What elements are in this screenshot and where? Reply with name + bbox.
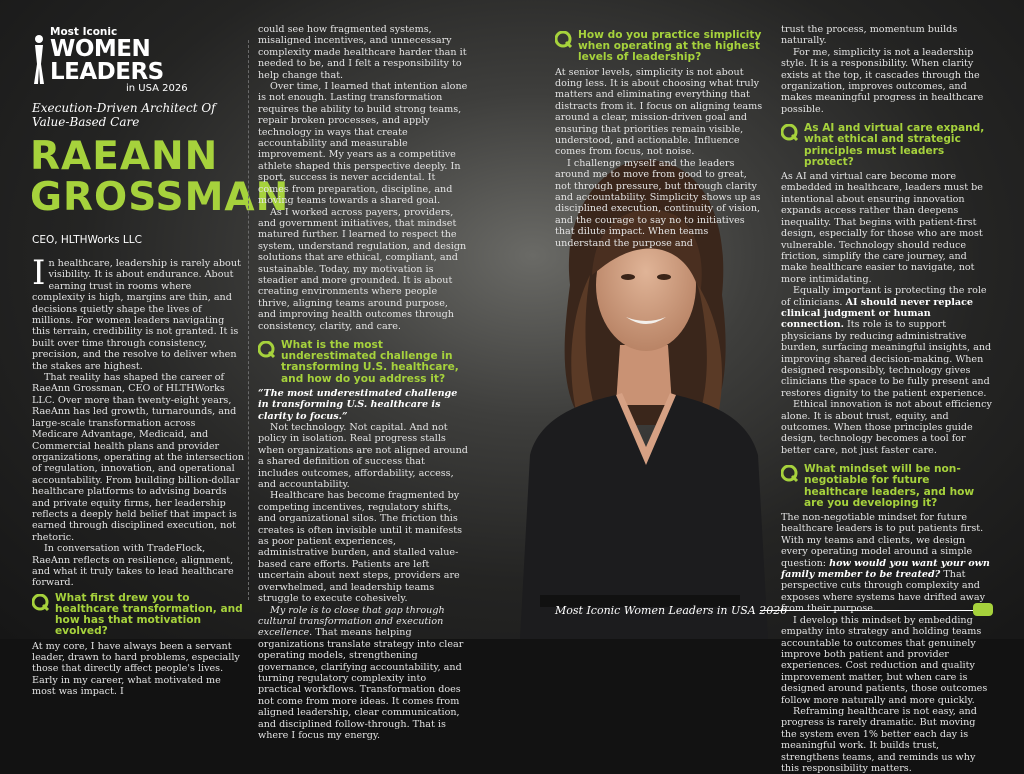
logo-line-2: WOMEN <box>50 36 151 62</box>
paragraph: Over time, I learned that intention alone is not enough. Lasting transformation requires the ability to build strong teams, repair broken processes, and apply technology in ways that create accountability and measurable improvement. My years as a competitive athlete shaped this perspective deeply. In sport, success is never accidental. It comes from preparation, discipline, and moving teams towards a shared goal. <box>258 81 468 207</box>
paragraph: As I worked across payers, providers, and government initiatives, that mindset matured further. I learned to respect the system, understand regulation, and design solutions that are ethical, compliant, and sustainable. Today, my motivation is steadier and more grounded. It is about creating environments where people thrive, aligning teams around purpose, and improving health outcomes through consistency, clarity, and care. <box>258 206 467 332</box>
column-4 <box>781 24 993 774</box>
column-1 <box>32 253 244 698</box>
paragraph <box>781 285 993 399</box>
paragraph-text: Equally important is protecting the role of clinicians. <box>781 285 987 308</box>
paragraph: At senior levels, simplicity is not about doing less. It is about choosing what truly matters and eliminating everything that distracts from it. I focus on aligning teams around a clear, mission-driven goal and ensuring that priorities remain visible, understood, and actionable. Influence comes from focus, not noise. <box>555 66 763 158</box>
question-block <box>781 123 993 168</box>
paragraph: As AI and virtual care become more embedded in healthcare, leaders must be intentional about ensuring innovation expands access rather than deepens inequality. That begins with patient-first design, especially for those who are most vulnerable. Technology should reduce friction, simplify the care journey, and make healthcare easier to navigate, not more intimidating. <box>781 171 983 285</box>
logo-line-4: in USA 2026 <box>126 83 188 94</box>
paragraph: I challenge myself and the leaders around me to move from good to great, not through pressure, but through clarity and accountability. Simplicity shows up as disciplined execution, continuity of vision, and the courage to say no to initiatives that dilute impact. When teams understand the purpose and <box>555 157 761 249</box>
column-3 <box>555 30 765 249</box>
leader-name <box>30 136 289 218</box>
question-icon <box>32 594 50 612</box>
question-icon <box>781 124 799 142</box>
question-heading: What first drew you to healthcare transformation, and how has that motivation evolved? <box>55 591 243 638</box>
paragraph: Reframing healthcare is not easy, and progress is rarely dramatic. But moving the system even 1% better each day is meaningful work. It builds trust, strengthens teams, and reminds us why this responsibility matters. <box>781 705 977 774</box>
column-divider <box>248 40 249 600</box>
question-block <box>32 593 244 638</box>
paragraph: trust the process, momentum builds naturally. <box>781 24 958 47</box>
footer-accent <box>973 603 993 616</box>
question-heading: How do you practice simplicity when operating at the highest levels of leadership? <box>578 29 762 64</box>
paragraph: Not technology. Not capital. And not policy in isolation. Real progress stalls when organizations are not aligned around a shared definition of success that includes outcomes, affordability, access, and accountability. <box>258 422 468 491</box>
footer-title: Most Iconic Women Leaders in USA 2026 <box>555 604 788 617</box>
paragraph: That reality has shaped the career of RaeAnn Grossman, CEO of HLTHWorks LLC. Over more than twenty-eight years, RaeAnn has led growth, turnarounds, and large-scale transformation across Medicare Advantage, Medicaid, and Commercial health plans and provider organizations, operating at the intersection of regulation, innovation, and operational accountability. From building billion-dollar healthcare platforms to advising boards and private equity firms, her leadership reflects a deeply held belief that impact is earned through disciplined execution, not rhetoric. <box>32 372 244 543</box>
question-block <box>555 30 765 64</box>
paragraph: could see how fragmented systems, misaligned incentives, and unnecessary complexity made healthcare harder than it needed to be, and I felt a responsibility to help change that. <box>258 24 467 81</box>
paragraph: Healthcare has become fragmented by competing incentives, regulatory shifts, and organizational silos. The friction this creates is often invisible until it manifests as poor patient experiences, administrative burden, and stalled value-based care efforts. Patients are left uncertain about next steps, providers are overwhelmed, and leadership teams struggle to execute cohesively. <box>258 490 463 605</box>
paragraph: At my core, I have always been a servant leader, drawn to hard problems, especially those that directly affect people's lives. Early in my career, what motivated me most was impact. I <box>32 640 240 698</box>
leader-role: CEO, HLTHWorks LLC <box>32 234 142 246</box>
paragraph <box>781 512 993 615</box>
italic-lead: My role is to close that gap through cultural transformation and execution excellence. <box>258 604 445 639</box>
logo-line-1: Most Iconic <box>50 26 118 38</box>
event-logo <box>30 26 210 96</box>
paragraph-text: That means helping organizations translate strategy into clear operating models, strengthening governance, clarifying accountability, and turning regulatory complexity into practical workflows. Transformation does not come from more ideas. It comes from aligned leadership, clear communication, and disciplined follow-through. That is where I focus my energy. <box>258 627 464 741</box>
paragraph <box>258 605 468 742</box>
logo-line-3: LEADERS <box>50 59 164 85</box>
drop-cap: I <box>32 253 46 293</box>
question-icon <box>555 31 573 49</box>
pull-quote: “The most underestimated challenge in transforming U.S. healthcare is clarity to focus.” <box>258 387 458 422</box>
name-first: RAEANN <box>30 134 219 179</box>
question-heading: What is the most underestimated challenge in transforming U.S. healthcare, and how do you address it? <box>281 338 459 385</box>
paragraph: Ethical innovation is not about efficiency alone. It is about trust, equity, and outcomes. When those principles guide design, technology becomes a tool for better care, not just faster care. <box>781 399 992 456</box>
paragraph: For me, simplicity is not a leadership style. It is a responsibility. When clarity exists at the top, it cascades through the organization, improves outcomes, and makes meaningful progress in healthcare possible. <box>781 46 984 115</box>
question-heading: What mindset will be non-negotiable for future healthcare leaders, and how are you developing it? <box>804 463 975 509</box>
subtitle: Execution-Driven Architect Of Value-Based Care <box>32 101 216 129</box>
intro-text: n healthcare, leadership is rarely about visibility. It is about endurance. About earning trust in rooms where complexity is high, margins are thin, and decisions quietly shape the lives of millions. For women leaders navigating this terrain, credibility is not granted. It is built over time through consistency, precision, and the resolve to deliver when the stakes are highest. <box>32 258 241 372</box>
paragraph-text: Its role is to support physicians by reducing administrative burden, surfacing meaningful insights, and improving shared decision-making. When designed responsibly, technology gives clinicians the space to be fully present and restores dignity to the patient experience. <box>781 319 992 399</box>
paragraph-text: That perspective cuts through complexity and exposes where systems have drifted away from their purpose. <box>781 569 986 615</box>
question-icon <box>258 341 276 359</box>
question-heading: As AI and virtual care expand, what ethical and strategic principles must leaders protect? <box>804 122 985 168</box>
woman-figure-icon <box>32 34 46 86</box>
paragraph-text: The non-negotiable mindset for future healthcare leaders is to put patients first. With my teams and clients, we design every operating model around a simple question: <box>781 512 984 569</box>
bold-emphasis: AI should never replace clinical judgment or human connection. <box>781 296 974 331</box>
name-last: GROSSMAN <box>30 175 290 220</box>
question-block <box>258 340 468 385</box>
question-block <box>781 464 993 509</box>
footer-rule <box>760 610 975 611</box>
paragraph: In conversation with TradeFlock, RaeAnn reflects on resilience, alignment, and what it truly takes to lead healthcare forward. <box>32 543 234 589</box>
intro-paragraph <box>32 253 244 372</box>
bold-italic-emphasis: how would you want your own family member to be treated? <box>781 557 990 581</box>
question-icon <box>781 465 799 483</box>
paragraph: I develop this mindset by embedding empathy into strategy and holding teams accountable to outcomes that genuinely improve both patient and provider experiences. Cost reduction and quality improvement matter, but when care is designed around patients, those outcomes follow more naturally and more quickly. <box>781 614 988 706</box>
column-2 <box>258 24 468 741</box>
